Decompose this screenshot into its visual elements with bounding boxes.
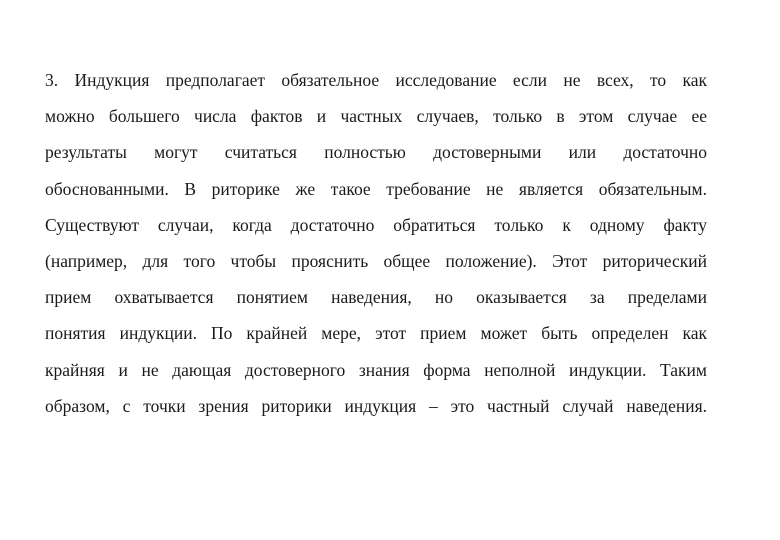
paragraph-line: понятия индукции. По крайней мере, этот прием может быть определен как	[45, 323, 707, 344]
paragraph-line: результаты могут считаться полностью достоверными или достаточно	[45, 142, 707, 163]
paragraph-line: можно большего числа фактов и частных случаев, только в этом случае ее	[45, 106, 707, 127]
paragraph-line: (например, для того чтобы прояснить общее положение). Этот риторический	[45, 250, 707, 271]
paragraph-line: образом, с точки зрения риторики индукция – это частный случай наведения.	[45, 395, 707, 416]
paragraph-line: обоснованными. В риторике же такое требование не является обязательным.	[45, 178, 707, 199]
paragraph-induction	[45, 66, 707, 428]
paragraph-line: крайняя и не дающая достоверного знания форма неполной индукции. Таким	[45, 359, 707, 380]
paragraph-line: 3. Индукция предполагает обязательное исследование если не всех, то как	[45, 70, 707, 90]
paragraph-line: Существуют случаи, когда достаточно обратиться только к одному факту	[45, 214, 707, 235]
paragraph-line: прием охватывается понятием наведения, но оказывается за пределами	[45, 287, 707, 308]
